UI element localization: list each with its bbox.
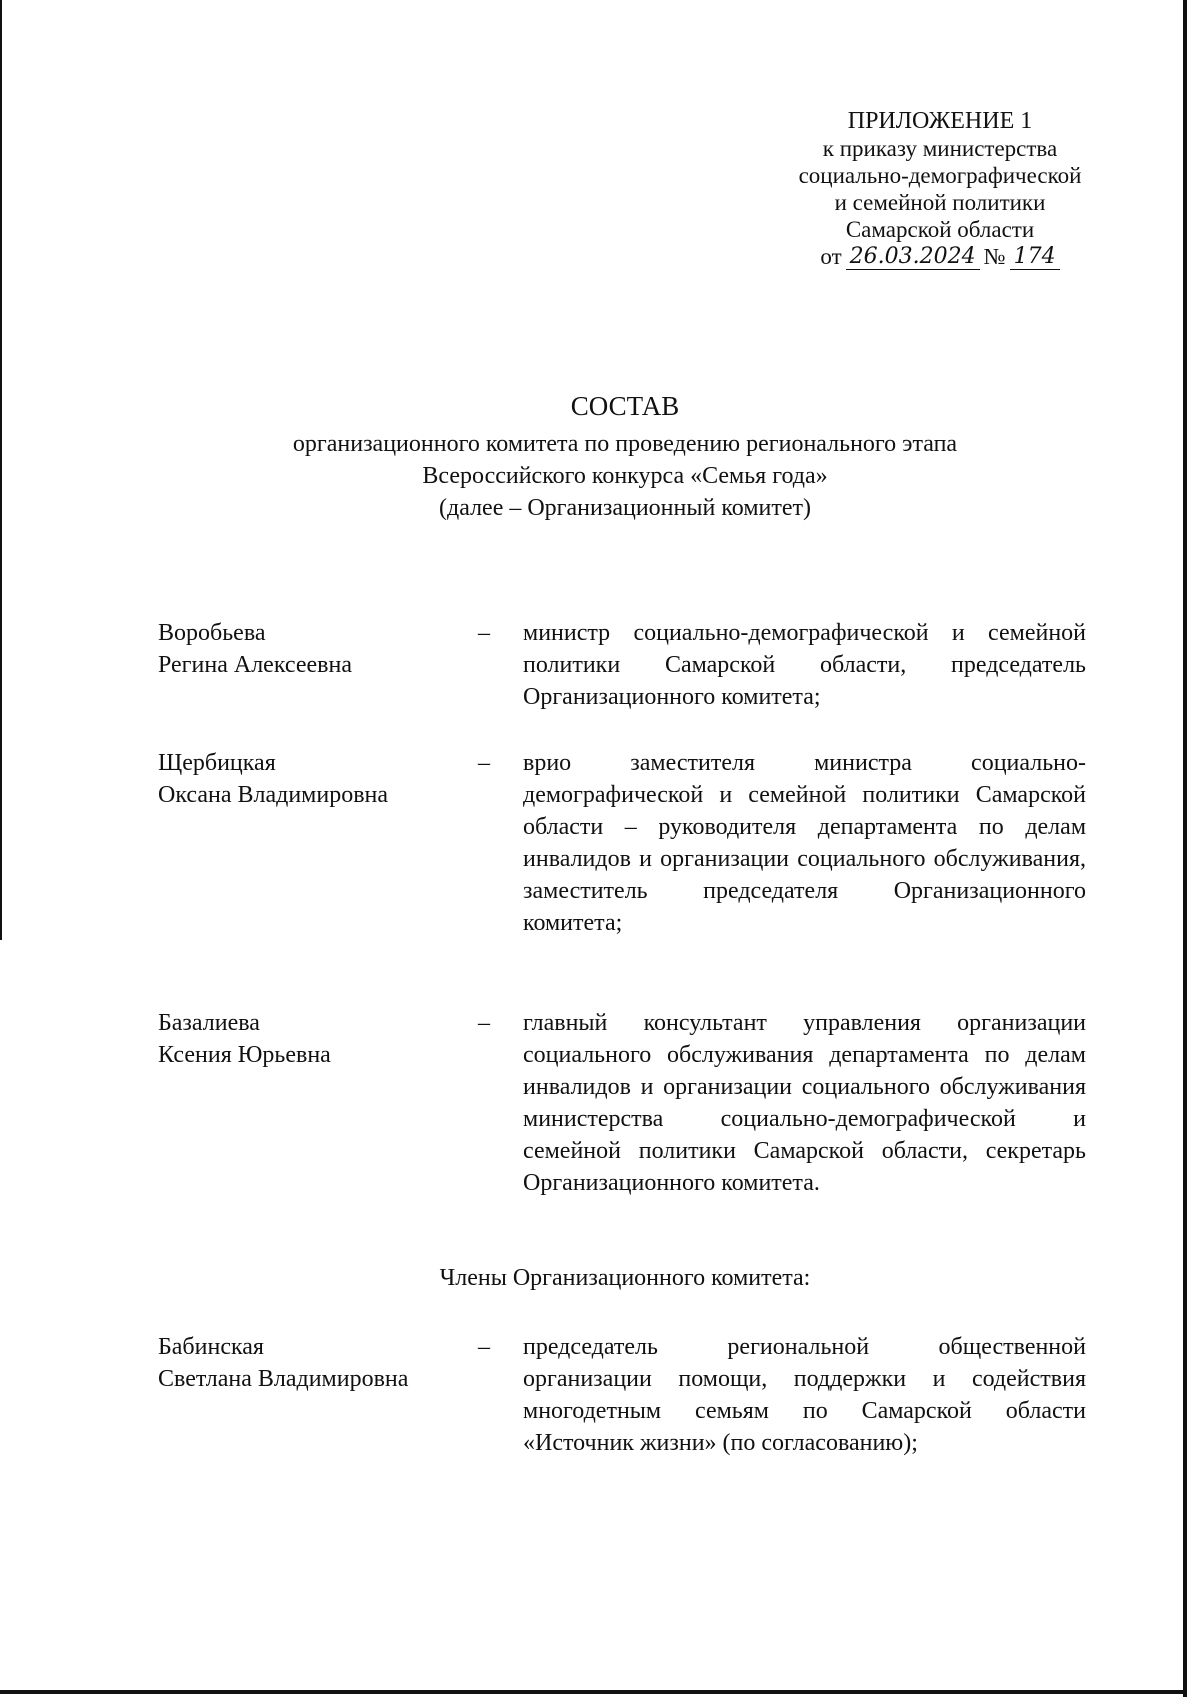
title-line: Всероссийского конкурса «Семья года» (422, 463, 828, 489)
number-prefix: № (983, 244, 1006, 269)
member-role: главный консультант управления организации социального обслуживания департамента по делам инвалидов и организации социального обслуживания министерства социально-демографической и семейной политики Самарской области, секретарь Организационного комитета. (523, 1010, 1086, 1196)
handwritten-number: 174 (1010, 245, 1060, 270)
member-name (158, 617, 468, 681)
member-given-names: Оксана Владимировна (158, 782, 389, 808)
appendix-heading: ПРИЛОЖЕНИЕ 1 (847, 108, 1033, 134)
scan-edge-left (0, 0, 2, 940)
appendix-line: и семейной политики (834, 190, 1046, 215)
appendix-line: Самарской области (845, 217, 1035, 242)
document-title-block (150, 390, 1100, 524)
member-surname: Воробьева (158, 620, 266, 646)
member-role: министр социально-демографической и семейной политики Самарской области, председатель Организационного комитета; (523, 620, 1086, 710)
scan-edge-right (1183, 0, 1187, 1697)
members-heading: Члены Организационного комитета: (439, 1265, 811, 1291)
entry-dash: – (478, 750, 490, 776)
member-given-names: Светлана Владимировна (158, 1366, 409, 1392)
appendix-line: к приказу министерства (822, 136, 1058, 161)
order-date-number (770, 243, 1110, 270)
appendix-block (770, 108, 1110, 270)
member-surname: Щербицкая (158, 750, 276, 776)
appendix-line: социально-демографической (798, 163, 1082, 188)
entry-dash: – (478, 1010, 490, 1036)
member-surname: Базалиева (158, 1010, 260, 1036)
member-name (158, 1331, 468, 1395)
scan-edge-bottom (0, 1690, 1187, 1694)
title-line: (далее – Организационный комитет) (439, 495, 811, 521)
date-prefix: от (820, 244, 842, 269)
member-given-names: Регина Алексеевна (158, 652, 352, 678)
member-given-names: Ксения Юрьевна (158, 1042, 331, 1068)
member-name (158, 1007, 468, 1071)
entry-dash: – (478, 620, 490, 646)
member-name (158, 747, 468, 811)
handwritten-date: 26.03.2024 (846, 245, 980, 270)
document-title: СОСТАВ (570, 391, 680, 421)
member-role: председатель региональной общественной организации помощи, поддержки и содействия многодетным семьям по Самарской области «Источник жизни» (по согласованию); (523, 1334, 1086, 1456)
member-surname: Бабинская (158, 1334, 264, 1360)
title-line: организационного комитета по проведению регионального этапа (292, 431, 958, 457)
entry-dash: – (478, 1334, 490, 1360)
member-role: врио заместителя министра социально-демографической и семейной политики Самарской области – руководителя департамента по делам инвалидов и организации социального обслуживания, заместитель председателя Организационного комитета; (523, 750, 1086, 936)
